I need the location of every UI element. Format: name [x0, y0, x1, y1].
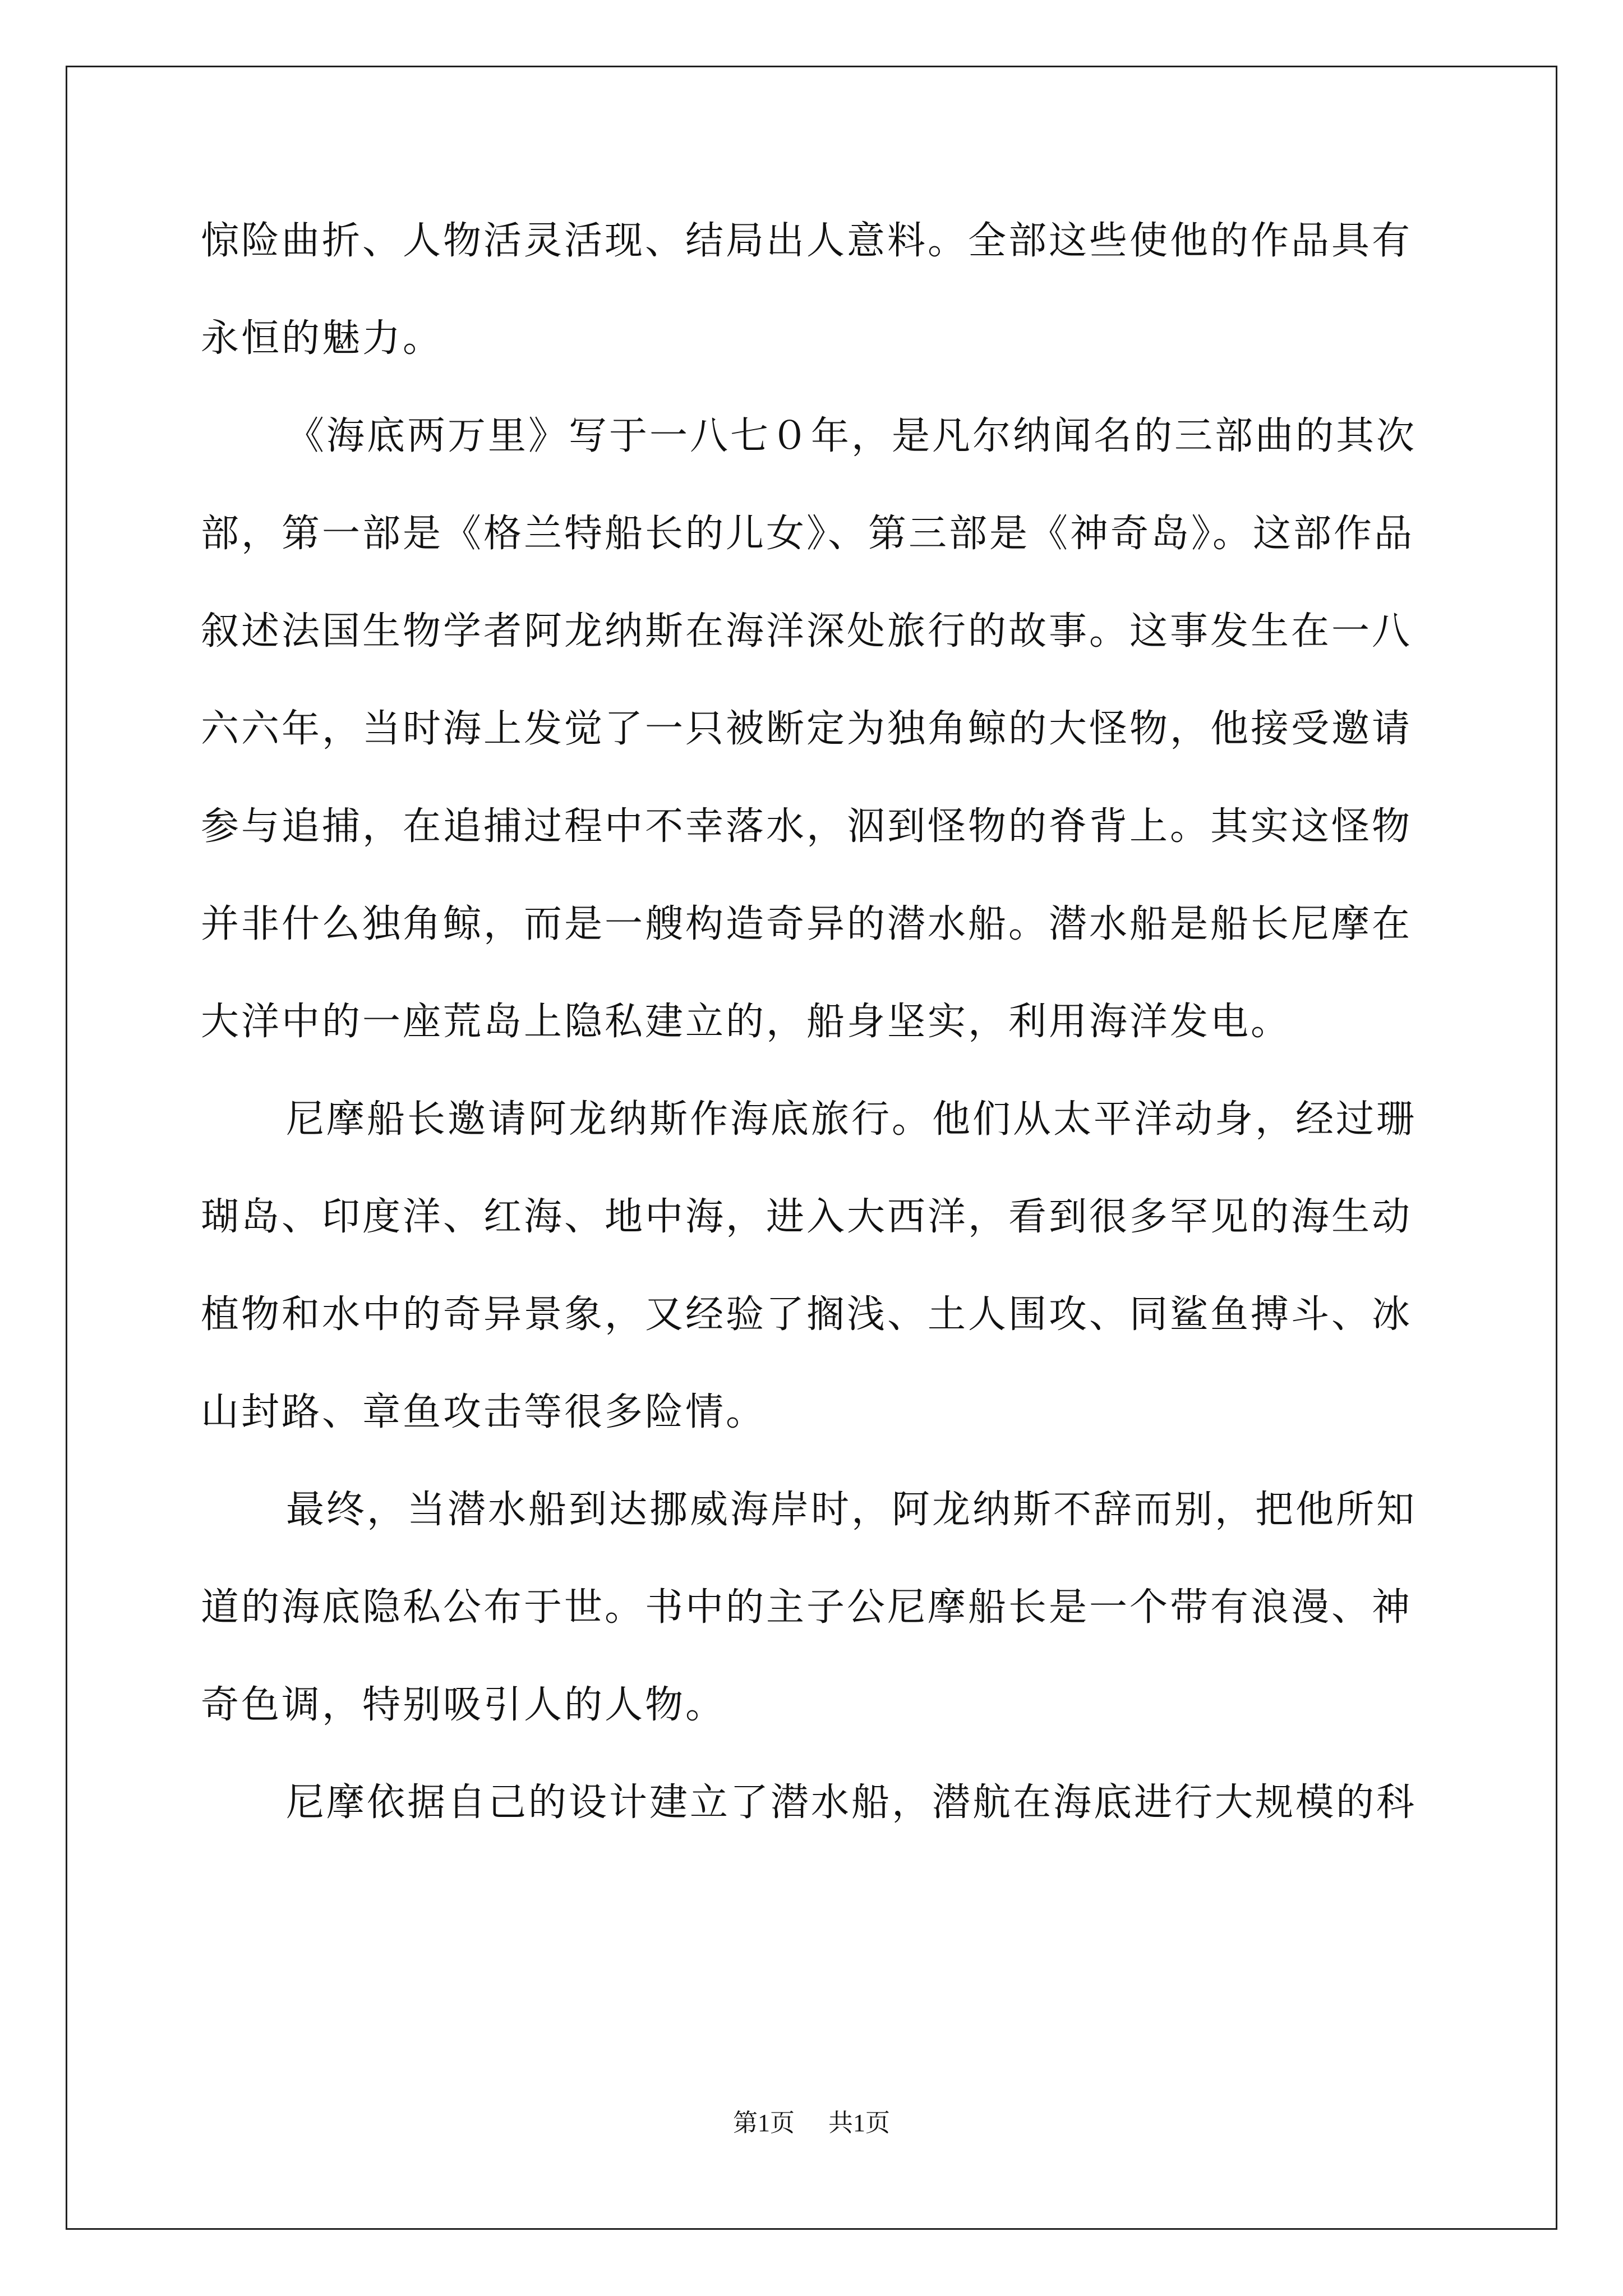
text-line: 奇色调，特别吸引人的人物。 — [201, 1683, 726, 1727]
paragraph-start-line: 最终，当潜水船到达挪威海岸时，阿龙纳斯不辞而别，把他所知 — [286, 1488, 1417, 1532]
text-line: 叙述法国生物学者阿龙纳斯在海洋深处旅行的故事。这事发生在一八 — [201, 609, 1413, 654]
text-line: 参与追捕，在追捕过程中不幸落水，泅到怪物的脊背上。其实这怪物 — [201, 804, 1413, 849]
text-line: 六六年，当时海上发觉了一只被断定为独角鲸的大怪物，他接受邀请 — [201, 707, 1413, 751]
text-line: 部，第一部是《格兰特船长的儿女》、第三部是《神奇岛》。这部作品 — [201, 512, 1415, 556]
document-body — [201, 213, 1429, 1872]
text-line: 永恒的魅力。 — [201, 316, 444, 361]
paragraph-start-line: 尼摩依据自己的设计建立了潜水船，潜航在海底进行大规模的科 — [286, 1780, 1417, 1825]
page-number: 第1页 — [733, 2109, 795, 2137]
page-footer — [0, 2106, 1623, 2140]
text-line: 道的海底隐私公布于世。书中的主子公尼摩船长是一个带有浪漫、神 — [201, 1585, 1413, 1630]
text-line: 并非什么独角鲸，而是一艘构造奇异的潜水船。潜水船是船长尼摩在 — [201, 902, 1413, 946]
page-total: 共1页 — [828, 2109, 890, 2137]
text-line: 植物和水中的奇异景象，又经验了搁浅、土人围攻、同鲨鱼搏斗、冰 — [201, 1292, 1413, 1337]
text-line: 瑚岛、印度洋、红海、地中海，进入大西洋，看到很多罕见的海生动 — [201, 1195, 1413, 1239]
paragraph-start-line: 《海底两万里》写于一八七０年，是凡尔纳闻名的三部曲的其次 — [286, 414, 1417, 458]
paragraph-start-line: 尼摩船长邀请阿龙纳斯作海底旅行。他们从太平洋动身，经过珊 — [286, 1097, 1417, 1142]
text-line: 大洋中的一座荒岛上隐私建立的，船身坚实，利用海洋发电。 — [201, 1000, 1292, 1044]
text-line: 惊险曲折、人物活灵活现、结局出人意料。全部这些使他的作品具有 — [201, 219, 1413, 263]
text-line: 山封路、章鱼攻击等很多险情。 — [201, 1390, 767, 1434]
